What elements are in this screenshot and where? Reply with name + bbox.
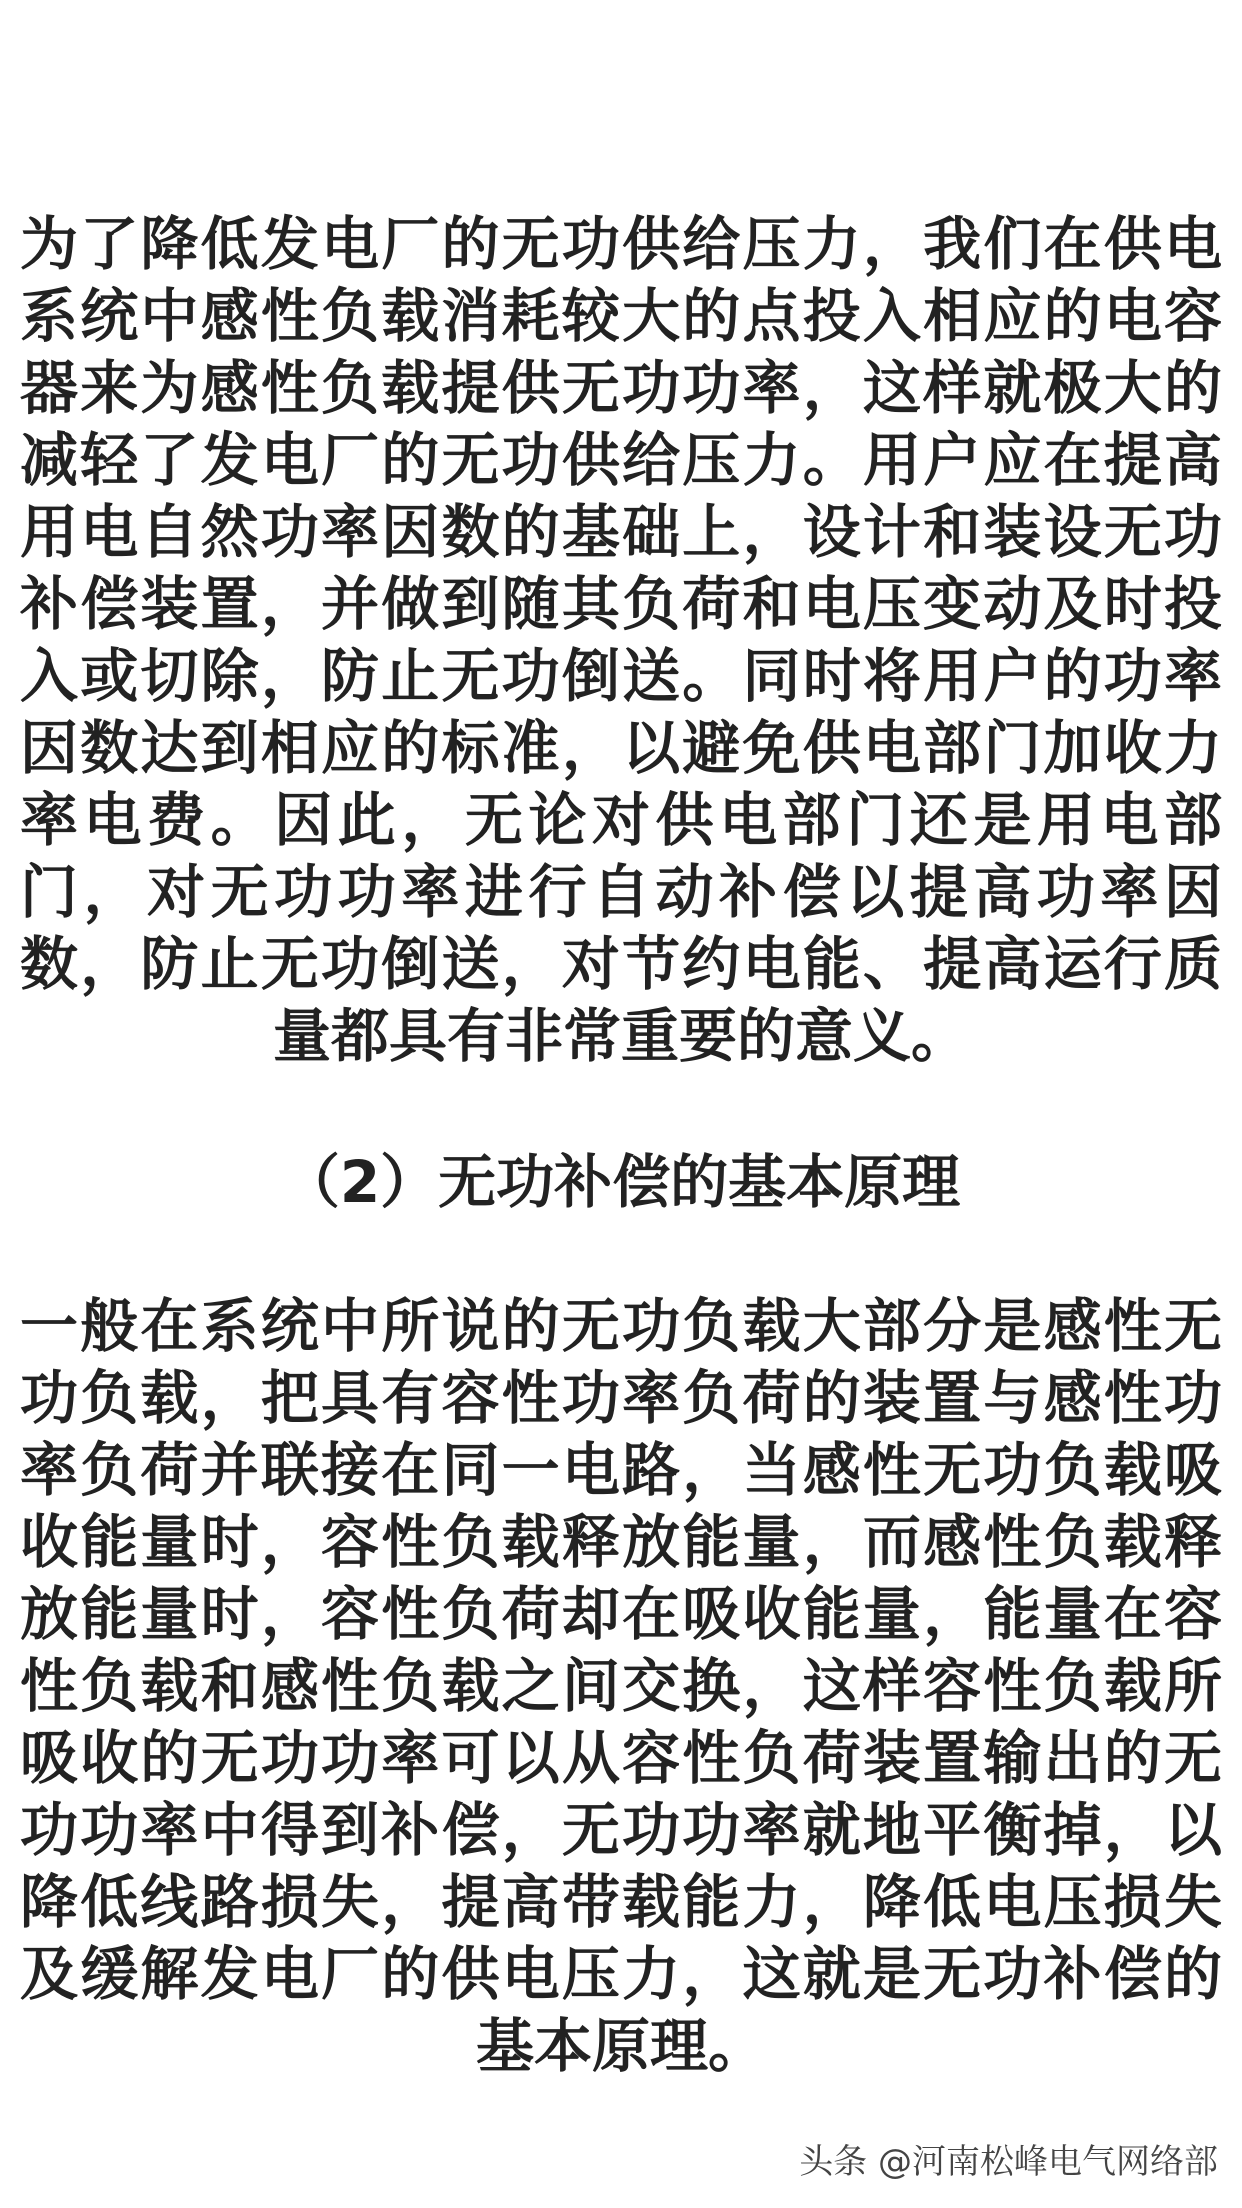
article-paragraph-1: 为了降低发电厂的无功供给压力，我们在供电系统中感性负载消耗较大的点投入相应的电容器来为感性负载提供无功功率，这样就极大的减轻了发电厂的无功供给压力。用户应在提高用电自然功率因数的基础上，设计和装设无功补偿装置，并做到随其负荷和电压变动及时投入或切除，防止无功倒送。同时将用户的功率因数达到相应的标准，以避免供电部门加收力率电费。因此，无论对供电部门还是用电部门，对无功功率进行自动补偿以提高功率因数，防止无功倒送，对节约电能、提高运行质量都具有非常重要的意义。 [20, 210, 1222, 1070]
source-watermark: 头条 @河南松峰电气网络部 [799, 2142, 1218, 2182]
article-paragraph-2: 一般在系统中所说的无功负载大部分是感性无功负载，把具有容性功率负荷的装置与感性功率负荷并联接在同一电路，当感性无功负载吸收能量时，容性负载释放能量，而感性负载释放能量时，容性负荷却在吸收能量，能量在容性负载和感性负载之间交换，这样容性负载所吸收的无功功率可以从容性负荷装置输出的无功功率中得到补偿，无功功率就地平衡掉，以降低线路损失，提高带载能力，降低电压损失及缓解发电厂的供电压力，这就是无功补偿的基本原理。 [20, 1292, 1222, 2080]
section-heading: （2）无功补偿的基本原理 [281, 1148, 961, 1216]
